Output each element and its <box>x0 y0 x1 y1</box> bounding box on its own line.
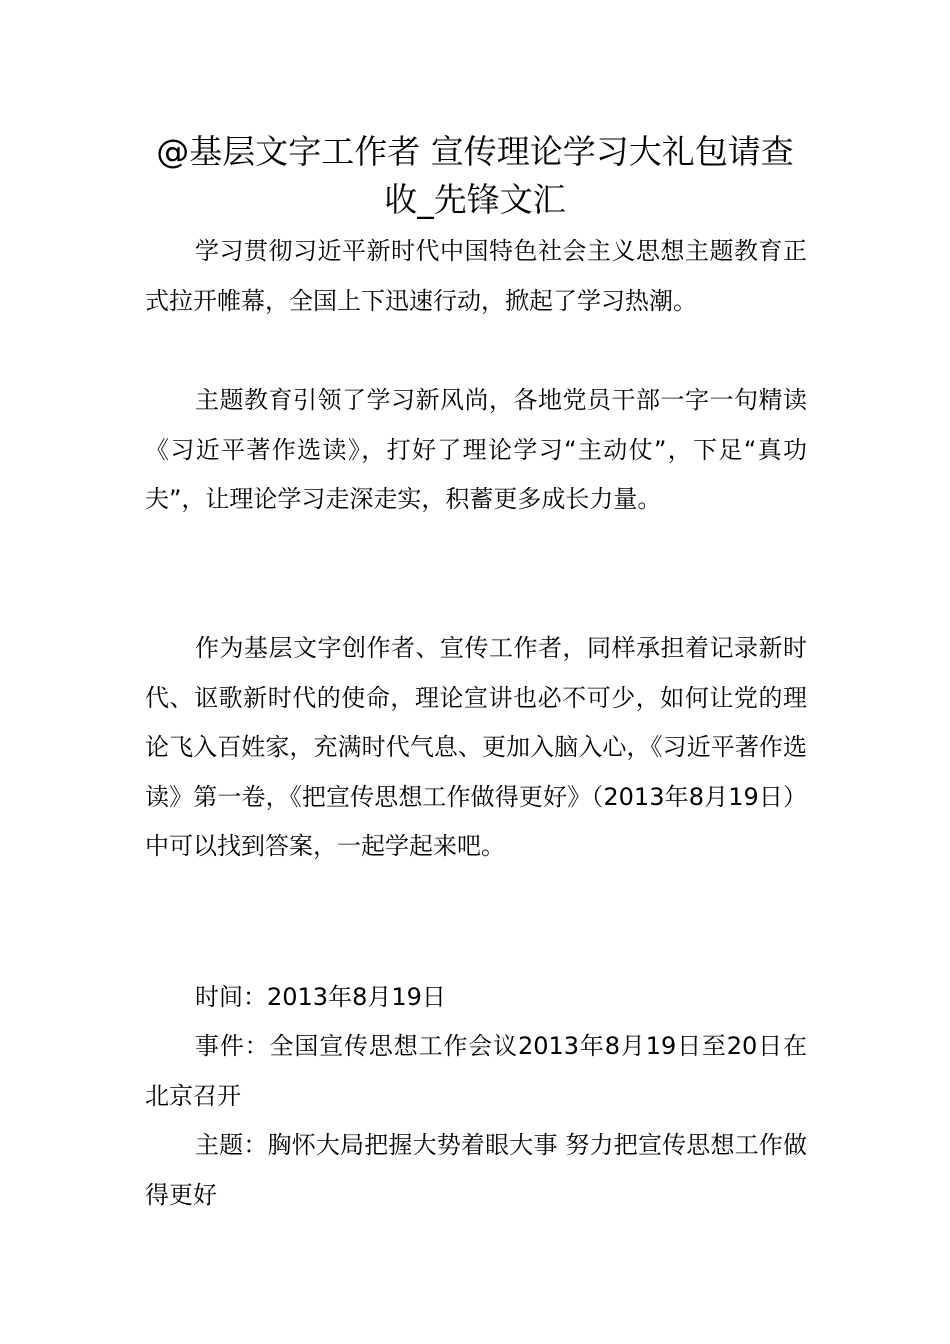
paragraph-topic: 主题：胸怀大局把握大势着眼大事 努力把宣传思想工作做得更好 <box>145 1131 807 1209</box>
paragraph-event: 事件：全国宣传思想工作会议2013年8月19日至20日在北京召开 <box>145 1032 807 1110</box>
paragraph-grassroots-writers: 作为基层文字创作者、宣传工作者，同样承担着记录新时代、讴歌新时代的使命，理论宣讲也必不可少，如何让党的理论飞入百姓家，充满时代气息、更加入脑入心，《习近平著作选读》第一卷，《把宣传思想工作做得更好》（2013年8月19日）中可以找到答案，一起学起来吧。 <box>145 634 807 860</box>
paragraph-intro: 学习贯彻习近平新时代中国特色社会主义思想主题教育正式拉开帷幕，全国上下迅速行动，掀起了学习热潮。 <box>145 237 807 315</box>
paragraph-time: 时间：2013年8月19日 <box>195 983 446 1011</box>
paragraph-theme-education: 主题教育引领了学习新风尚，各地党员干部一字一句精读《习近平著作选读》，打好了理论学习“主动仗”，下足“真功夫”，让理论学习走深走实，积蓄更多成长力量。 <box>145 386 807 513</box>
document-title: @基层文字工作者 宣传理论学习大礼包请查收_先锋文汇 <box>156 132 794 219</box>
